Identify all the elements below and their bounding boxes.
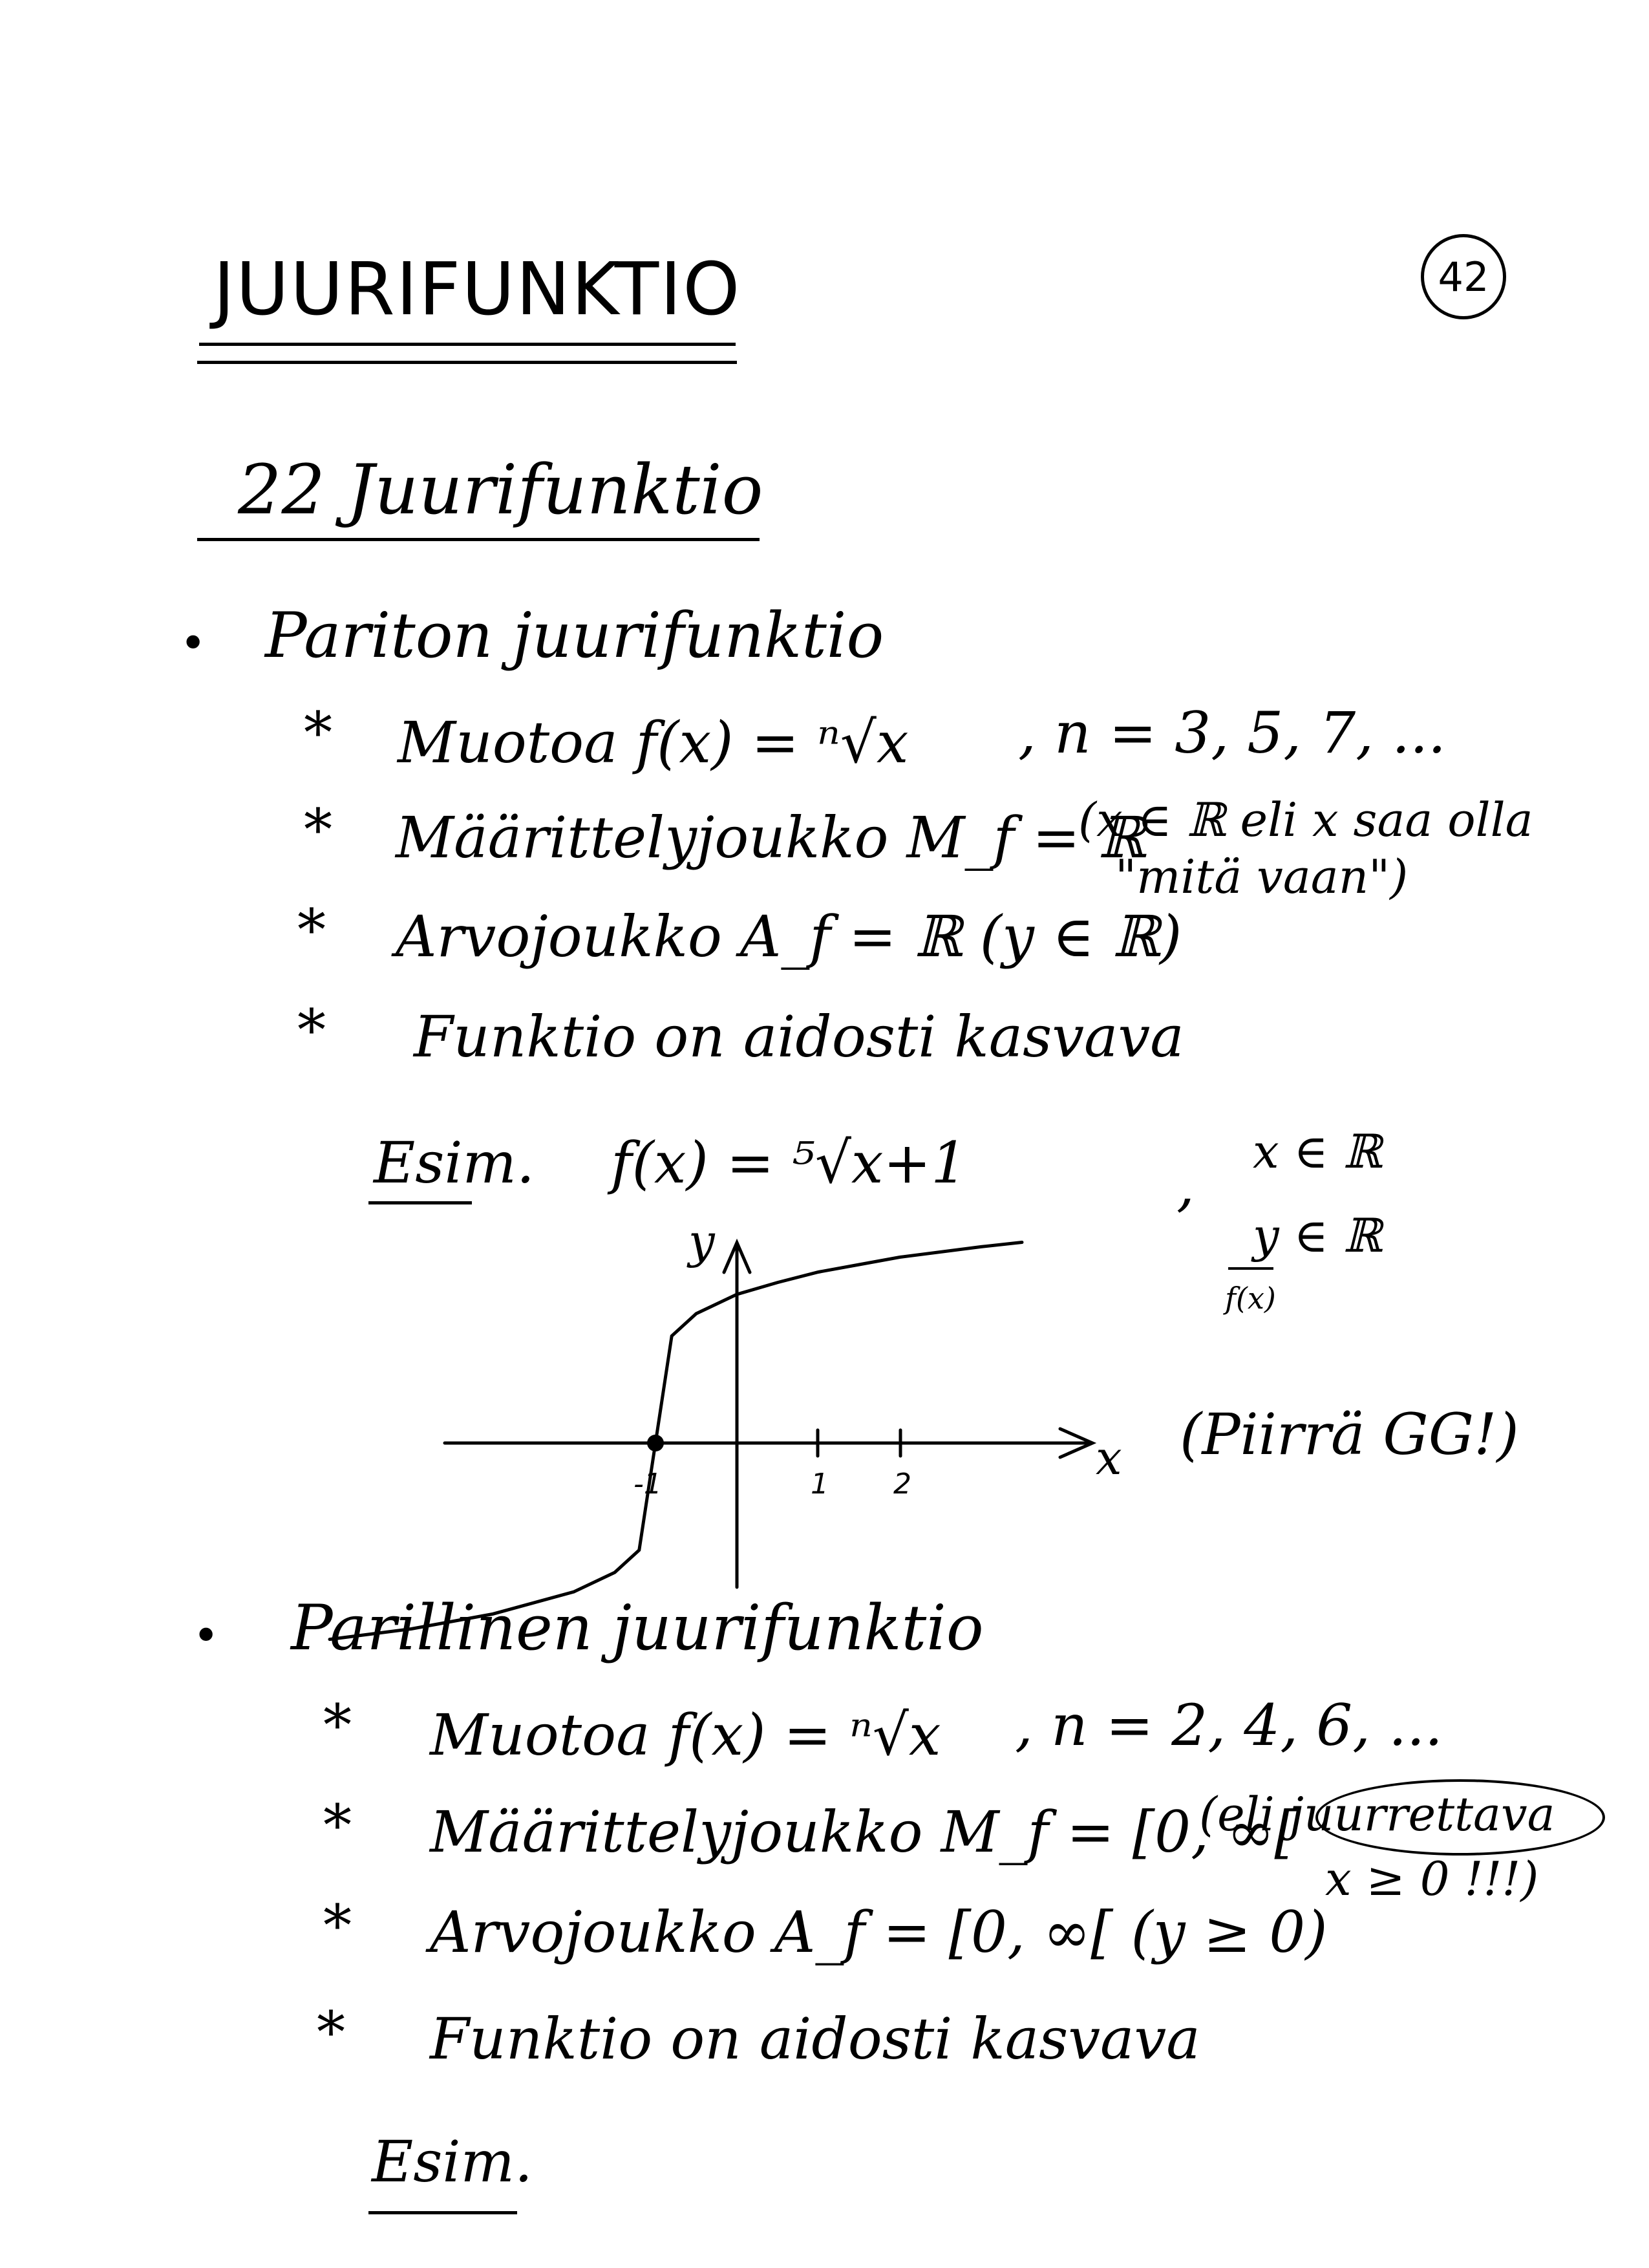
even-star-3: * <box>323 1892 352 1959</box>
highlighted-point <box>647 1435 664 1451</box>
page-number: 42 <box>1438 253 1489 301</box>
even-star-4: * <box>317 1999 345 2066</box>
odd-star-1: * <box>304 700 332 766</box>
odd-example-comma: , <box>1176 1152 1195 1219</box>
odd-heading: Pariton juurifunktio <box>265 599 884 672</box>
page-title: JUURIFUNKTIO <box>213 248 741 332</box>
odd-example-range: y ∈ ℝ <box>1253 1208 1382 1263</box>
odd-star-4: * <box>297 997 326 1064</box>
odd-example-label: Esim. <box>374 1129 535 1196</box>
section-heading: 22 Juurifunktio <box>238 450 763 530</box>
odd-example-fx: f(x) <box>1225 1281 1276 1316</box>
odd-example-domain: x ∈ ℝ <box>1253 1124 1382 1179</box>
odd-row-1-extra: , n = 3, 5, 7, ... <box>1018 700 1447 766</box>
x-tick-label-neg1: -1 <box>633 1468 662 1501</box>
even-example-label: Esim. <box>372 2128 533 2195</box>
graph-group <box>330 1243 1092 1640</box>
function-curve <box>330 1243 1022 1640</box>
even-row-4: Funktio on aidosti kasvava <box>430 2006 1200 2072</box>
even-row-2: Määrittelyjoukko M_f = [0, ∞[ <box>430 1799 1297 1865</box>
odd-example-formula: f(x) = ⁵√x+1 <box>611 1129 968 1196</box>
odd-example-note: (Piirrä GG!) <box>1180 1401 1519 1468</box>
juurrettava-circle <box>1315 1779 1605 1856</box>
x-axis-label: x <box>1096 1431 1122 1485</box>
odd-row-3: Arvojoukko A_f = ℝ (y ∈ ℝ) <box>396 903 1182 970</box>
odd-row-1: Muotoa f(x) = ⁿ√x <box>398 709 909 776</box>
odd-star-3: * <box>297 897 326 963</box>
odd-row-2-extra: (x ∈ ℝ eli x saa olla <box>1078 793 1533 847</box>
even-row-2-extra: (eli juurrettava <box>1199 1787 1555 1841</box>
bullet-even: • <box>193 1609 220 1662</box>
even-example-underline <box>368 2211 517 2214</box>
even-star-1: * <box>323 1692 352 1759</box>
odd-star-2: * <box>304 797 332 863</box>
odd-row-4: Funktio on aidosti kasvava <box>414 1003 1184 1070</box>
even-star-2: * <box>323 1792 352 1859</box>
even-row-3-extra: x ≥ 0 !!!) <box>1325 1852 1539 1906</box>
x-tick-label-1: 1 <box>811 1468 829 1501</box>
bullet-odd: • <box>180 617 207 670</box>
y-axis-label: y <box>688 1214 715 1268</box>
x-tick-label-2: 2 <box>893 1468 911 1501</box>
odd-row-2: Määrittelyjoukko M_f = ℝ <box>396 804 1145 871</box>
even-row-1: Muotoa f(x) = ⁿ√x <box>430 1702 941 1768</box>
even-heading: Parillinen juurifunktio <box>291 1592 984 1664</box>
even-row-3: Arvojoukko A_f = [0, ∞[ (y ≥ 0) <box>430 1899 1328 1965</box>
even-row-1-extra: , n = 2, 4, 6, ... <box>1015 1692 1443 1759</box>
odd-row-3-extra: "mitä vaan") <box>1115 850 1409 904</box>
